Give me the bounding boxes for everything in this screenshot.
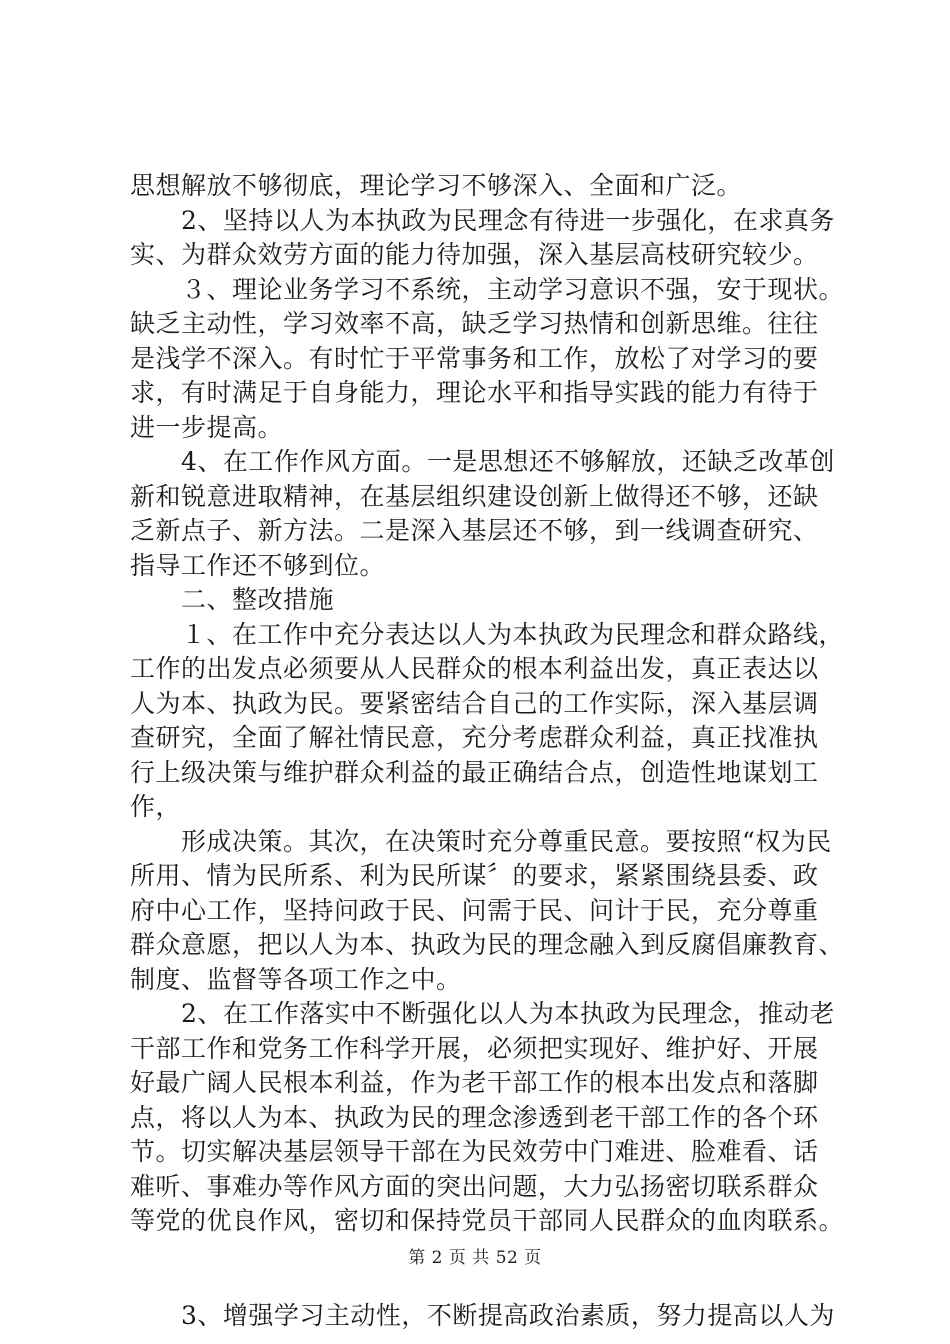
page-number-footer: 第 2 页 共 52 页 bbox=[408, 1248, 542, 1268]
text-line: 工作的出发点必须要从人民群众的根本利益出发，真正表达以 bbox=[130, 654, 819, 683]
text-line: 府中心工作，坚持问政于民、问需于民、问计于民，充分尊重 bbox=[130, 895, 819, 925]
text-line: 4、在工作作风方面。一是思想还不够解放，还缺乏改革创 bbox=[130, 447, 835, 476]
text-line: 新和锐意进取精神，在基层组织建设创新上做得还不够，还缺 bbox=[130, 481, 819, 511]
text-line: 查研究，全面了解社情民意，充分考虑群众利益，真正找准执 bbox=[130, 723, 819, 752]
text-line: 好最广阔人民根本利益，作为老干部工作的根本出发点和落脚 bbox=[130, 1068, 819, 1097]
text-line: 形成决策。其次，在决策时充分尊重民意。要按照“权为民 bbox=[130, 826, 832, 856]
text-line: 乏新点子、新方法。二是深入基层还不够，到一线调查研究、 bbox=[130, 516, 819, 545]
text-line: ３、理论业务学习不系统，主动学习意识不强，安于现状。 bbox=[130, 274, 845, 304]
text-line: 制度、监督等各项工作之中。 bbox=[130, 964, 462, 994]
text-line: 2、在工作落实中不断强化以人为本执政为民理念，推动老 bbox=[130, 999, 835, 1028]
text-line: 缺乏主动性，学习效率不高，缺乏学习热情和创新思维。往往 bbox=[130, 309, 819, 338]
text-line: 指导工作还不够到位。 bbox=[130, 550, 386, 580]
text-line: 求，有时满足于自身能力，理论水平和指导实践的能力有待于 bbox=[130, 378, 819, 407]
text-line: 人为本、执政为民。要紧密结合自己的工作实际，深入基层调 bbox=[130, 688, 819, 718]
section-heading: 二、整改措施 bbox=[130, 585, 335, 614]
text-line: 干部工作和党务工作科学开展，必须把实现好、维护好、开展 bbox=[130, 1033, 819, 1063]
text-line: 2、坚持以人为本执政为民理念有待进一步强化，在求真务 bbox=[130, 205, 835, 235]
text-line: 作， bbox=[130, 792, 182, 821]
text-line: 所用、情为民所系、利为民所谋〞的要求，紧紧围绕县委、政 bbox=[130, 861, 819, 890]
text-line: 思想解放不够彻底，理论学习不够深入、全面和广泛。 bbox=[130, 171, 743, 200]
text-line: 点，将以人为本、执政为民的理念渗透到老干部工作的各个环 bbox=[130, 1102, 819, 1132]
text-line: 节。切实解决基层领导干部在为民效劳中门难进、脸难看、话 bbox=[130, 1137, 819, 1166]
text-line: 行上级决策与维护群众利益的最正确结合点，创造性地谋划工 bbox=[130, 757, 819, 787]
document-body bbox=[130, 169, 845, 1333]
text-line: 等党的优良作风，密切和保持党员干部同人民群众的血肉联系。 bbox=[130, 1206, 845, 1235]
text-line: 群众意愿，把以人为本、执政为民的理念融入到反腐倡廉教育、 bbox=[130, 930, 845, 959]
text-line: 难听、事难办等作风方面的突出问题，大力弘扬密切联系群众 bbox=[130, 1171, 819, 1201]
text-line: 实、为群众效劳方面的能力待加强，深入基层高枝研究较少。 bbox=[130, 240, 819, 269]
text-line: １、在工作中充分表达以人为本执政为民理念和群众路线， bbox=[130, 619, 845, 649]
text-line: 进一步提高。 bbox=[130, 412, 284, 442]
text-line: 是浅学不深入。有时忙于平常事务和工作，放松了对学习的要 bbox=[130, 343, 819, 373]
text-line: 3、增强学习主动性，不断提高政治素质，努力提高以人为 bbox=[130, 1300, 835, 1330]
